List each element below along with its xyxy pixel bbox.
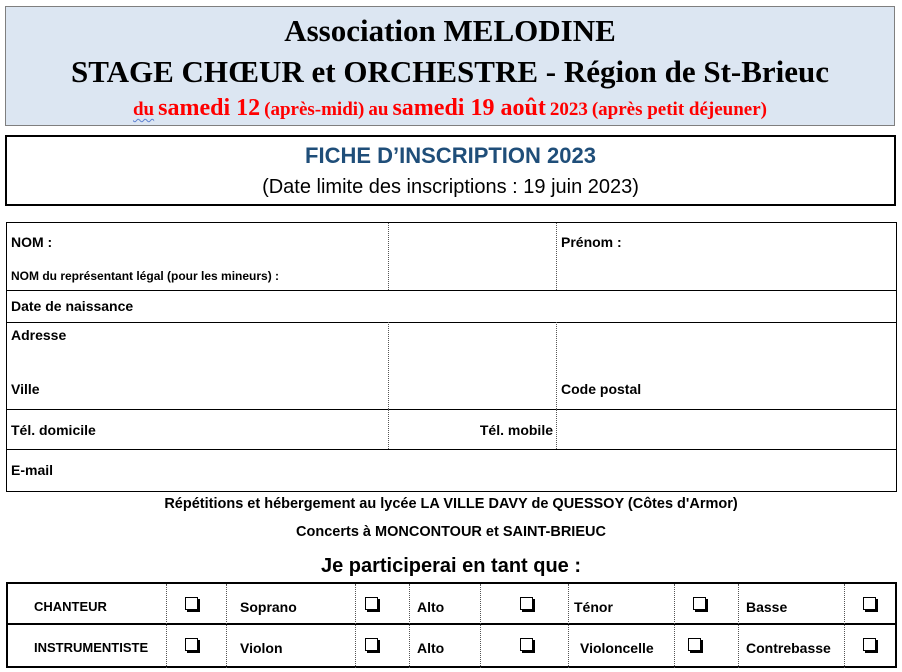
option-soprano: Soprano bbox=[240, 599, 297, 615]
chanteur-checkbox[interactable] bbox=[185, 597, 198, 610]
option-contrebasse: Contrebasse bbox=[746, 640, 831, 656]
date-year: 2023 bbox=[549, 99, 588, 120]
header-banner bbox=[5, 6, 895, 126]
col-divider bbox=[556, 223, 557, 290]
identity-form bbox=[6, 222, 897, 492]
role-instrumentiste: INSTRUMENTISTE bbox=[34, 640, 149, 655]
row-divider bbox=[7, 290, 896, 291]
repetitions-info: Répétitions et hébergement au lycée LA VILLE DAVY de QUESSOY (Côtes d'Armor) bbox=[164, 496, 738, 512]
option-violon: Violon bbox=[240, 640, 283, 656]
stage-dates bbox=[6, 95, 894, 124]
adresse-label: Adresse bbox=[11, 327, 67, 343]
date-end-note: (après petit déjeuner) bbox=[591, 99, 767, 120]
representant-label: NOM du représentant légal (pour les mineurs) : bbox=[11, 269, 280, 283]
date-start: samedi 12 bbox=[158, 95, 261, 121]
role-chanteur: CHANTEUR bbox=[34, 599, 107, 614]
col-divider bbox=[556, 409, 557, 449]
role-row-divider bbox=[8, 623, 895, 625]
stage-title: STAGE CHŒUR et ORCHESTRE - Région de St-Brieuc bbox=[70, 54, 830, 89]
fiche-deadline: (Date limite des inscriptions : 19 juin 2023) bbox=[262, 176, 639, 198]
col-divider bbox=[388, 322, 389, 409]
option-basse: Basse bbox=[746, 599, 788, 615]
tel-mobile-label: Tél. mobile bbox=[479, 422, 553, 438]
role-col-divider bbox=[480, 584, 481, 668]
role-col-divider bbox=[844, 584, 845, 668]
participation-table bbox=[6, 582, 897, 668]
option-violoncelle: Violoncelle bbox=[580, 640, 654, 656]
col-divider bbox=[388, 223, 389, 290]
soprano-checkbox[interactable] bbox=[365, 597, 378, 610]
role-col-divider bbox=[166, 584, 167, 668]
tenor-checkbox[interactable] bbox=[693, 597, 706, 610]
nom-label: NOM : bbox=[11, 234, 53, 250]
association-name: Association MELODINE bbox=[284, 13, 616, 48]
role-col-divider bbox=[409, 584, 410, 668]
date-end: samedi 19 août bbox=[392, 95, 546, 121]
code-postal-label: Code postal bbox=[561, 381, 642, 397]
contrebasse-checkbox[interactable] bbox=[863, 638, 876, 651]
row-divider bbox=[7, 409, 896, 410]
role-col-divider bbox=[568, 584, 569, 668]
row-divider bbox=[7, 322, 896, 323]
violoncelle-checkbox[interactable] bbox=[688, 638, 701, 651]
fiche-box bbox=[5, 135, 896, 206]
date-start-note: (après-midi) bbox=[264, 99, 365, 120]
alto-chant-checkbox[interactable] bbox=[520, 597, 533, 610]
option-tenor: Ténor bbox=[574, 599, 613, 615]
ville-label: Ville bbox=[11, 381, 40, 397]
prenom-label: Prénom : bbox=[561, 234, 622, 250]
basse-checkbox[interactable] bbox=[863, 597, 876, 610]
role-col-divider bbox=[738, 584, 739, 668]
date-du: du bbox=[132, 99, 155, 120]
col-divider bbox=[388, 409, 389, 449]
violon-checkbox[interactable] bbox=[365, 638, 378, 651]
email-label: E-mail bbox=[11, 462, 54, 478]
date-au: au bbox=[368, 99, 389, 120]
instrumentiste-checkbox[interactable] bbox=[185, 638, 198, 651]
option-alto-instrument: Alto bbox=[417, 640, 445, 656]
option-alto-chant: Alto bbox=[417, 599, 445, 615]
tel-domicile-label: Tél. domicile bbox=[11, 422, 96, 438]
role-col-divider bbox=[674, 584, 675, 668]
role-col-divider bbox=[226, 584, 227, 668]
concerts-info: Concerts à MONCONTOUR et SAINT-BRIEUC bbox=[296, 524, 606, 540]
date-naissance-label: Date de naissance bbox=[11, 298, 134, 314]
row-divider bbox=[7, 449, 896, 450]
fiche-title: FICHE D’INSCRIPTION 2023 bbox=[305, 143, 596, 168]
participation-title: Je participerai en tant que : bbox=[320, 555, 582, 577]
col-divider bbox=[556, 322, 557, 409]
role-col-divider bbox=[355, 584, 356, 668]
alto-instrument-checkbox[interactable] bbox=[520, 638, 533, 651]
